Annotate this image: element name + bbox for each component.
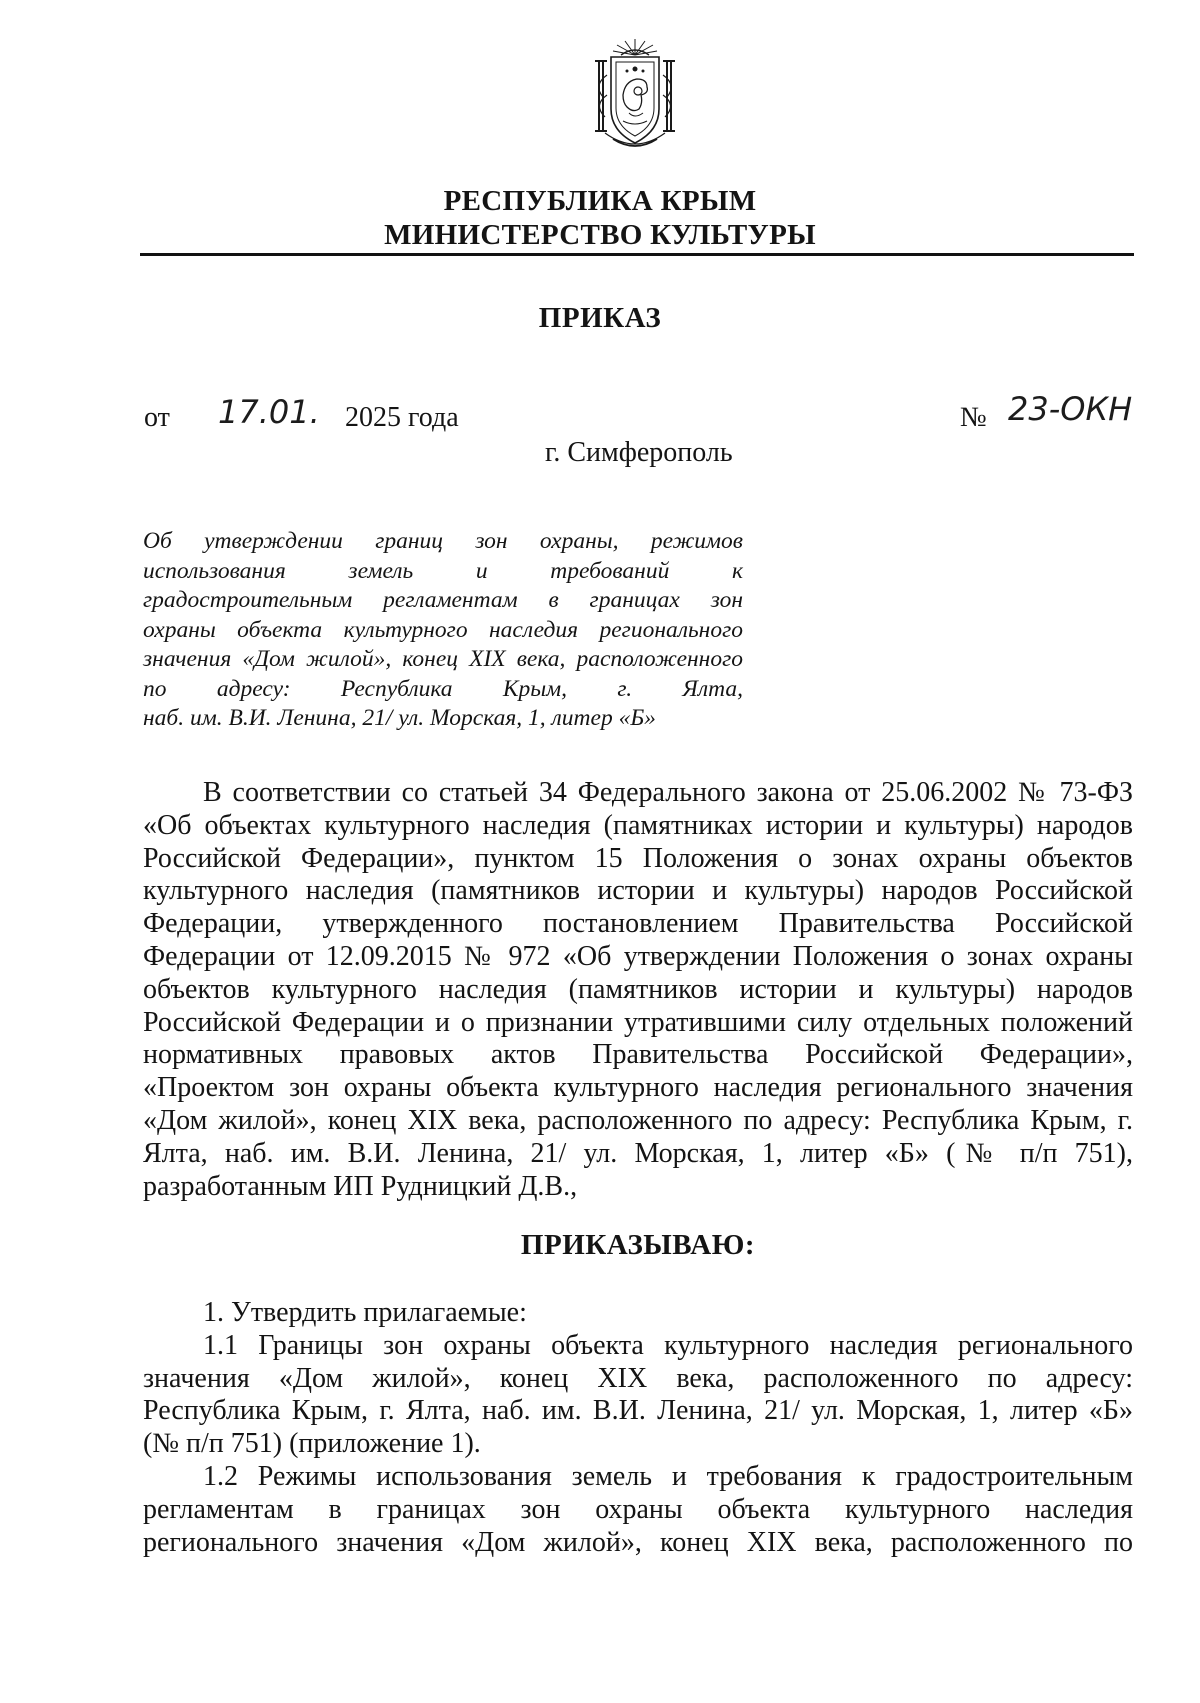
preamble-line: «Дом жилой», конец XIX века, расположенного по адресу: Республика Крым, г. xyxy=(143,1104,1133,1136)
item-1-2-line: регламентам в границах зон охраны объекта культурного наследия xyxy=(143,1493,1133,1525)
subject-line: использования земель и требований к xyxy=(143,557,743,584)
subject-line: по адресу: Республика Крым, г. Ялта, xyxy=(143,675,743,702)
item-1-2-line: регионального значения «Дом жилой», конец XIX века, расположенного по xyxy=(143,1526,1133,1558)
item-1-1-line: (№ п/п 751) (приложение 1). xyxy=(143,1428,481,1460)
preamble-line: разработанным ИП Рудницкий Д.В., xyxy=(143,1170,578,1202)
preamble-line: «Проектом зон охраны объекта культурного наследия регионального значения xyxy=(143,1072,1133,1104)
republic-title: РЕСПУБЛИКА КРЫМ xyxy=(443,185,757,217)
item-1-1-line: Республика Крым, г. Ялта, наб. им. В.И. Ленина, 21/ ул. Морская, 1, литер «Б» xyxy=(143,1395,1133,1427)
order-subject xyxy=(143,527,743,734)
handwritten-date: 17.01. xyxy=(218,393,320,431)
preamble-paragraph xyxy=(143,777,1133,1203)
crimea-coat-of-arms-emblem xyxy=(583,35,687,155)
preamble-line: Федерации, утвержденного постановлением Правительства Российской xyxy=(143,908,1133,940)
number-prefix: № xyxy=(960,402,987,433)
year-text: 2025 года xyxy=(345,402,459,433)
subject-line: охраны объекта культурного наследия регионального xyxy=(143,616,743,643)
preamble-line: объектов культурного наследия (памятников истории и культуры) народов xyxy=(143,973,1133,1005)
preamble-line: «Об объектах культурного наследия (памятниках истории и культуры) народов xyxy=(143,809,1133,841)
subject-line: Об утверждении границ зон охраны, режимов xyxy=(143,528,743,554)
item-1-2-line: 1.2 Режимы использования земель и требования к градостроительным xyxy=(203,1460,1133,1492)
item-1: 1. Утвердить прилагаемые: xyxy=(203,1297,527,1328)
document-type-title: ПРИКАЗ xyxy=(538,302,662,334)
handwritten-order-number: 23-ОКН xyxy=(1008,390,1133,428)
order-items xyxy=(143,1297,1133,1559)
preamble-line: нормативных правовых актов Правительства Российской Федерации», xyxy=(143,1039,1133,1071)
date-prefix: от xyxy=(144,402,170,433)
item-1-1-line: значения «Дом жилой», конец XIX века, расположенного по адресу: xyxy=(143,1362,1133,1394)
preamble-line: Федерации от 12.09.2015 № 972 «Об утверждении Положения о зонах охраны xyxy=(143,940,1133,972)
preamble-line: культурного наследия (памятников истории и культуры) народов Российской xyxy=(143,875,1133,907)
subject-line: градостроительным регламентам в границах зон xyxy=(143,587,743,613)
preamble-line: В соответствии со статьей 34 Федерального закона от 25.06.2002 № 73-ФЗ xyxy=(203,777,1133,808)
preamble-line: Российской Федерации», пунктом 15 Положения о зонах охраны объектов xyxy=(143,842,1133,874)
subject-line: наб. им. В.И. Ленина, 21/ ул. Морская, 1, литер «Б» xyxy=(143,705,656,731)
preamble-line: Российской Федерации и о признании утратившими силу отдельных положений xyxy=(143,1006,1133,1038)
city-name: г. Симферополь xyxy=(545,437,733,468)
item-1-1-line: 1.1 Границы зон охраны объекта культурного наследия регионального xyxy=(203,1329,1133,1361)
preamble-line: Ялта, наб. им. В.И. Ленина, 21/ ул. Морская, 1, литер «Б» (№ п/п 751), xyxy=(143,1137,1133,1169)
ministry-title: МИНИСТЕРСТВО КУЛЬТУРЫ xyxy=(384,219,816,251)
header-divider xyxy=(140,253,1134,256)
subject-line: значения «Дом жилой», конец XIX века, расположенного xyxy=(143,646,743,672)
directive-heading: ПРИКАЗЫВАЮ: xyxy=(520,1229,756,1261)
